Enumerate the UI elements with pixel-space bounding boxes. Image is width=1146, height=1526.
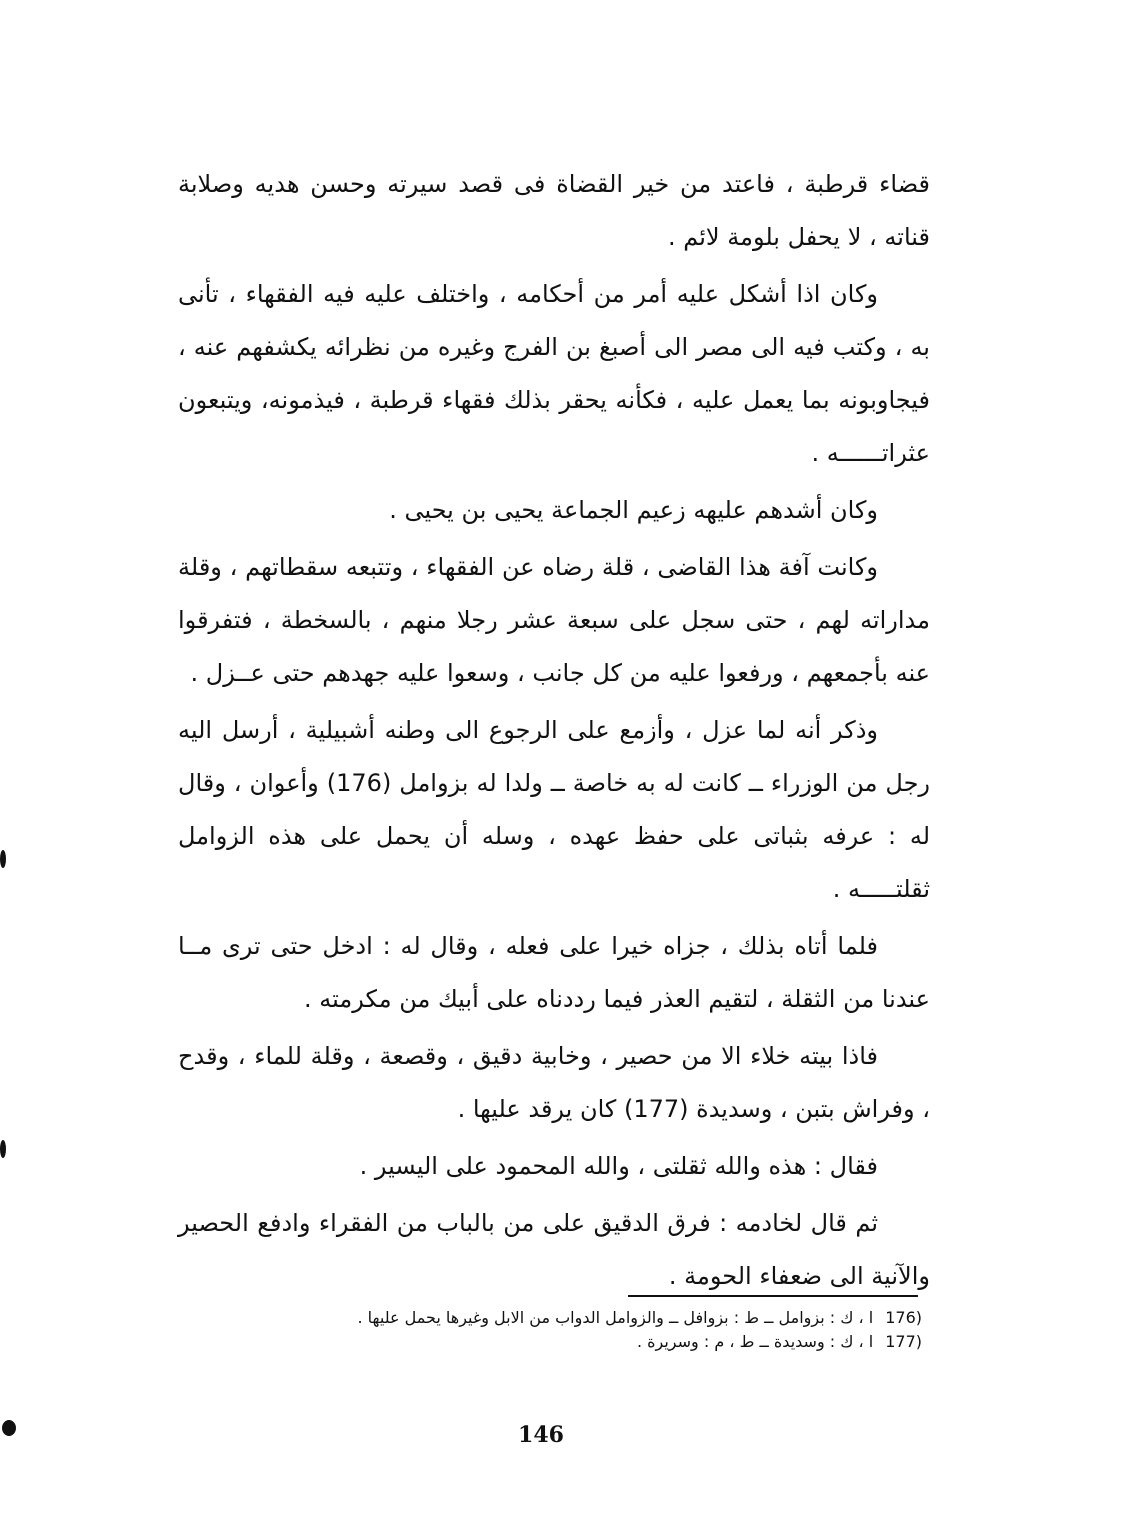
paragraph: وكان أشدهم عليهه زعيم الجماعة يحيى بن يحيى . — [389, 496, 878, 524]
footnote-separator — [628, 1295, 918, 1297]
paragraph: قضاء قرطبة ، فاعتد من خير القضاة فى قصد سيرته وحسن هديه وصلابة قناته ، لا يحفل بلومة لائم . — [178, 170, 930, 251]
body-text — [178, 158, 930, 1307]
scan-speck — [0, 1140, 6, 1158]
footnote-number: 177) — [885, 1332, 922, 1351]
paragraph: فاذا بيته خلاء الا من حصير ، وخابية دقيق ، وقصعة ، وقلة للماء ، وقدح ، وفراش بتبن ، وسديدة (177) كان يرقد عليها . — [178, 1042, 930, 1123]
paragraph: وكانت آفة هذا القاضى ، قلة رضاه عن الفقهاء ، وتتبعه سقطاتهم ، وقلة مداراته لهم ، حتى سجل على سبعة عشر رجلا منهم ، بالسخطة ، فتفرقوا عنه بأجمعهم ، ورفعوا عليه من كل جانب ، وسعوا عليه جهدهم حتى عــزل . — [178, 553, 930, 687]
paragraph: وذكر أنه لما عزل ، وأزمع على الرجوع الى وطنه أشبيلية ، أرسل اليه رجل من الوزراء ــ كانت له به خاصة ــ ولدا له بزوامل (176) وأعوان ، وقال له : عرفه بثباتى على حفظ عهده ، وسله أن يحمل على هذه الزوامل ثقلتـــــه . — [178, 716, 931, 903]
footnote — [170, 1306, 922, 1330]
footnotes — [170, 1306, 922, 1354]
paragraph: وكان اذا أشكل عليه أمر من أحكامه ، واختلف عليه فيه الفقهاء ، تأنى به ، وكتب فيه الى مصر الى أصبغ بن الفرج وغيره من نظرائه يكشفهم عنه ، فيجاوبونه بما يعمل عليه ، فكأنه يحقر بذلك فقهاء قرطبة ، فيذمونه، ويتبعون عثراتــــــه . — [178, 280, 930, 467]
scan-speck — [2, 1420, 16, 1436]
scan-speck — [0, 850, 6, 868]
paragraph: فقال : هذه والله ثقلتى ، والله المحمود على اليسير . — [359, 1152, 878, 1180]
footnote — [170, 1330, 922, 1354]
paragraph: فلما أتاه بذلك ، جزاه خيرا على فعله ، وقال له : ادخل حتى ترى مــا عندنا من الثقلة ، لتقيم العذر فيما رددناه على أبيك من مكرمته . — [178, 932, 930, 1013]
paragraph: ثم قال لخادمه : فرق الدقيق على من بالباب من الفقراء وادفع الحصير والآنية الى ضعفاء الحومة . — [178, 1209, 930, 1290]
footnote-text: ا ، ك : وسديدة ــ ط ، م : وسريرة . — [636, 1332, 874, 1351]
footnote-number: 176) — [885, 1308, 922, 1327]
footnote-text: ا ، ك : بزوامل ــ ط : بزوافل ــ والزوامل الدواب من الابل وغيرها يحمل عليها . — [357, 1308, 874, 1327]
page-number: 146 — [518, 1422, 564, 1448]
